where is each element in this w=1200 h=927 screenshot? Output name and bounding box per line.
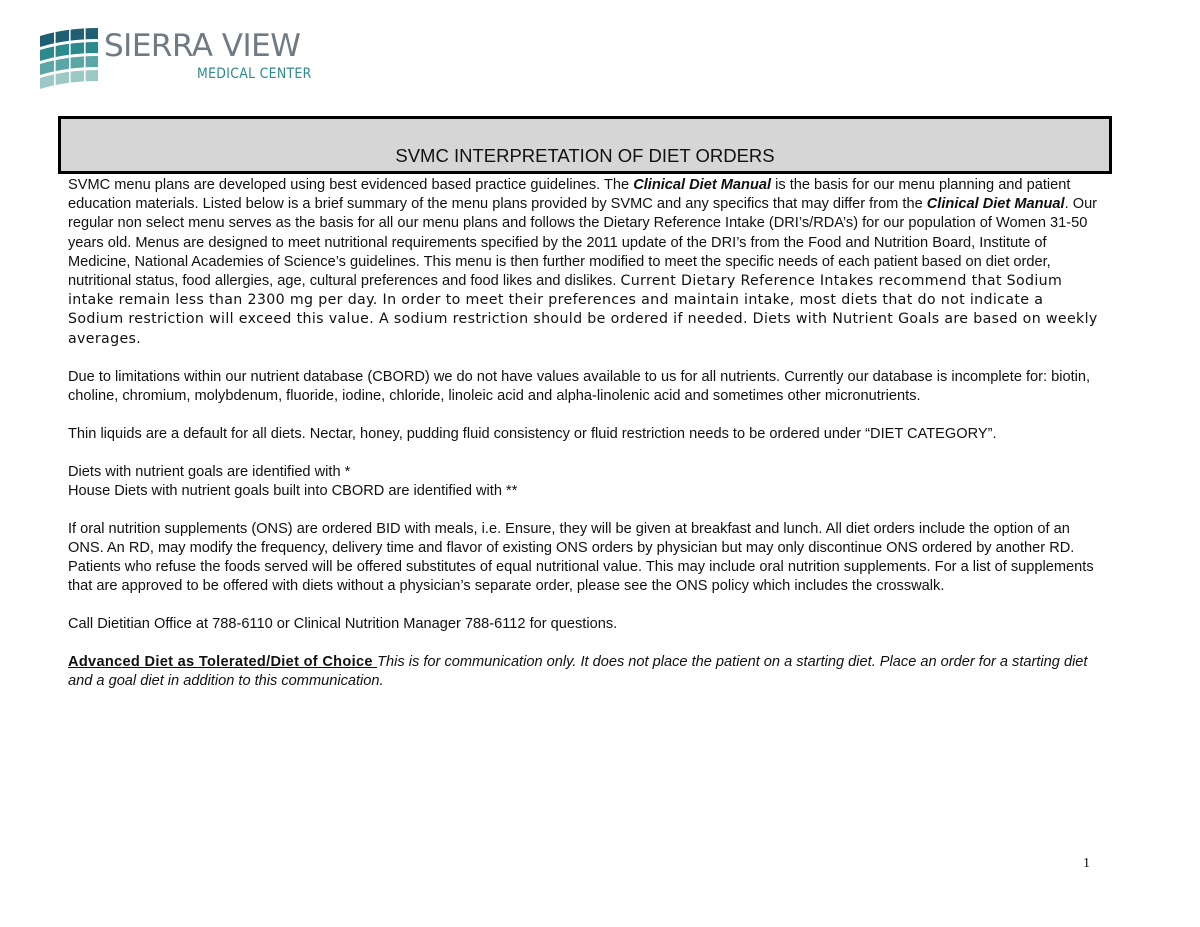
document-body	[68, 176, 1098, 691]
advanced-diet-note: This is for communication only. It does not place the patient on a starting diet. Place an order for a starting diet and a goal diet in addition to this communication.	[68, 653, 1088, 690]
logo-mark-icon	[36, 26, 100, 98]
liquids-paragraph: Thin liquids are a default for all diets. Nectar, honey, pudding fluid consistency or fluid restriction needs to be ordered under “DIET CATEGORY”.	[68, 425, 997, 442]
advanced-diet-heading: Advanced Diet as Tolerated/Diet of Choice	[68, 653, 378, 670]
intro-text-2: is the basis for our menu planning and patient education materials. Listed below is a brief summary of the menu plans provided by SVMC and any specifics that may differ from the	[68, 177, 1071, 213]
clinical-diet-manual-ref-1: Clinical Diet Manual	[633, 177, 772, 193]
clinical-diet-manual-ref-2: Clinical Diet Manual	[926, 196, 1065, 213]
contact-paragraph: Call Dietitian Office at 788-6110 or Clinical Nutrition Manager 788-6112 for questions.	[68, 616, 618, 633]
intro-text-3: . Our regular non select menu serves as the basis for all our menu plans and follows the Dietary Reference Intake (DRI’s/RDA’s) for our population of Women 31-50 years old. Menus are designed to meet nutritional requirements specified by the 2011 update of the DRI’s from the Food and Nutrition Board, Institute of Medicine, National Academies of Science’s guidelines. This menu is then further modified to meet the specific needs of each patient based on diet order, nutritional status, food allergies, age, cultural preferences and food likes and dislikes.	[68, 196, 1098, 290]
page-number: 1	[1083, 856, 1090, 871]
logo	[36, 26, 326, 102]
title-banner	[58, 116, 1112, 174]
database-paragraph: Due to limitations within our nutrient database (CBORD) we do not have values available to us for all nutrients. Currently our database is incomplete for: biotin, choline, chromium, molybdenum, fluoride, iodine, chloride, linoleic acid and alpha-linolenic acid and sometimes other micronutrients.	[68, 368, 1091, 404]
nutrient-goals-paragraph	[68, 463, 1098, 501]
nutrient-goals-line-2: House Diets with nutrient goals built into CBORD are identified with **	[68, 482, 518, 499]
intro-paragraph	[68, 176, 1098, 349]
logo-subtitle: MEDICAL CENTER	[197, 64, 312, 82]
logo-name: SIERRA VIEW	[104, 28, 301, 64]
sodium-note: Current Dietary Reference Intakes recommend that Sodium intake remain less than 2300 mg per day. In order to meet their preferences and maintain intake, most diets that do not indicate a Sodium restriction will exceed this value. A sodium restriction should be ordered if needed. Diets with Nutrient Goals are based on weekly averages.	[68, 273, 1098, 347]
ons-paragraph: If oral nutrition supplements (ONS) are ordered BID with meals, i.e. Ensure, they will be given at breakfast and lunch. All diet orders include the option of an ONS. An RD, may modify the frequency, delivery time and flavor of existing ONS orders by physician but may only discontinue ONS ordered by another RD. Patients who refuse the foods served will be offered substitutes of equal nutritional value. This may include oral nutrition supplements. For a list of supplements that are approved to be offered with diets without a physician’s separate order, please see the ONS policy which includes the crosswalk.	[68, 520, 1094, 595]
intro-text-1: SVMC menu plans are developed using best evidenced based practice guidelines. The	[68, 177, 634, 193]
page-title: SVMC INTERPRETATION OF DIET ORDERS	[395, 145, 775, 166]
advanced-diet-paragraph	[68, 653, 1098, 691]
nutrient-goals-line-1: Diets with nutrient goals are identified with *	[68, 463, 351, 480]
